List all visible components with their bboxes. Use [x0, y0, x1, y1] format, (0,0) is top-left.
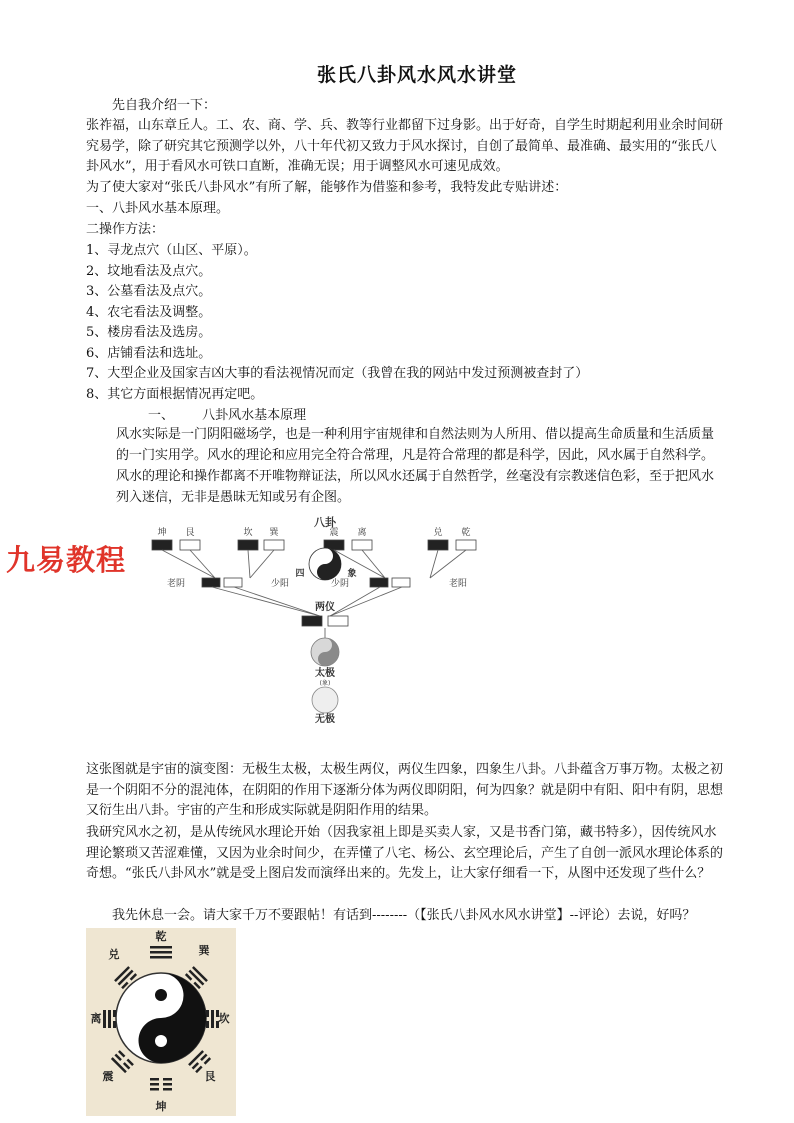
trigram-label: 艮	[185, 528, 195, 538]
bagua-yinyang-image	[86, 928, 236, 1116]
liangyi-label: 两仪	[315, 602, 335, 613]
methods-list	[86, 241, 588, 405]
sixiang-label: 四	[295, 569, 305, 579]
wuji-label: 无极	[315, 714, 335, 725]
bagua-label: 兑	[108, 948, 120, 961]
bagua-label: 乾	[155, 930, 167, 943]
trigram-label: 坎	[243, 528, 253, 538]
list-item: 1、寻龙点穴（山区、平原）。	[86, 243, 257, 258]
intro-line: 先自我介绍一下：	[112, 98, 217, 113]
section-body: 风水实际是一门阴阳磁场学，也是一种利用宇宙规律和自然法则为人所用、借以提高生命质量和生活质量的一门实用学。风水的理论和应用完全符合常理，凡是符合常理的都是科学，因此，风水属于自然科学。风水的理论和操作都离不开唯物辩证法，所以风水还属于自然哲学，丝毫没有宗教迷信色彩，至于把风水列入迷信，无非是愚昧无知或另有企图。	[116, 427, 715, 505]
purpose-paragraph: 为了使大家对“张氏八卦风水”有所了解，能够作为借鉴和参考，我特发此专贴讲述：	[86, 180, 568, 195]
page-title: 张氏八卦风水风水讲堂	[316, 64, 517, 86]
outline-item-2: 二操作方法：	[86, 222, 165, 237]
section-number: 一、	[148, 408, 175, 423]
sixiang-label: 象	[347, 569, 357, 579]
sixiang-name: 少阴	[330, 579, 350, 589]
explain-paragraph-2: 我研究风水之初，是从传统风水理论开始（因我家祖上即是买卖人家，又是书香门第，藏书特多），因传统风水理论繁琐又苦涩难懂，又因为业余时间少，在弄懂了八宅、杨公、玄空理论后，产生了自创一派风水理论体系的奇想。“张氏八卦风水”就是受上图启发而演绎出来的。先发上，让大家仔细看一下，从图中还发现了些什么？	[86, 825, 724, 881]
section-heading	[148, 404, 306, 423]
list-item: 7、大型企业及国家吉凶大事的看法视情况而定（我曾在我的网站中发过预测被查封了）	[86, 366, 589, 381]
trigram-label: 乾	[461, 528, 471, 538]
bagua-label: 坎	[218, 1012, 230, 1025]
sixiang-name: 老阴	[166, 579, 186, 589]
outline-item-1: 一、八卦风水基本原理。	[86, 201, 230, 216]
intro-paragraph: 张祚福，山东章丘人。工、农、商、学、兵、教等行业都留下过身影。出于好奇，自学生时期起利用业余时间研究易学，除了研究其它预测学以外，八十年代初又致力于风水探讨，自创了最简单、最准确、最实用的“张氏八卦风水”，用于看风水可铁口直断，准确无误；用于调整风水可速见成效。	[86, 118, 724, 174]
trigram-label: 巽	[269, 528, 279, 538]
wuji-icon	[312, 687, 338, 713]
bagua-label: 艮	[204, 1070, 216, 1083]
list-item: 2、坟地看法及点穴。	[86, 263, 212, 279]
sixiang-yinyang-icon	[309, 548, 341, 580]
bagua-label: 巽	[198, 944, 210, 957]
trigram-label: 离	[357, 528, 367, 538]
watermark-logo: 九易教程	[6, 543, 127, 577]
sixiang-name: 老阳	[448, 579, 468, 589]
trigram-label: 坤	[157, 528, 167, 538]
cosmic-evolution-diagram	[140, 516, 510, 748]
list-item: 4、农宅看法及调整。	[86, 304, 212, 320]
list-item: 3、公墓看法及点穴。	[86, 284, 212, 299]
trigram-label: 震	[329, 528, 339, 538]
explain-paragraph-1: 这张图就是宇宙的演变图：无极生太极，太极生两仪，两仪生四象，四象生八卦。八卦蕴含万事万物。太极之初是一个阴阳不分的混沌体，在阴阳的作用下逐渐分体为两仪即阴阳，何为四象？就是阴中有阳、阳中有阴，思想又衍生出八卦。宇宙的产生和形成实际就是阴阳作用的结果。	[86, 762, 724, 818]
section-title: 八卦风水基本原理	[202, 408, 307, 423]
taiji-icon	[311, 638, 339, 666]
taiji-caption: (象)	[319, 680, 331, 687]
bagua-title: 八卦	[314, 516, 336, 529]
bagua-label: 震	[102, 1070, 114, 1083]
list-item: 5、楼房看法及选房。	[86, 325, 212, 340]
taiji-label: 太极	[315, 668, 335, 679]
list-item: 8、其它方面根据情况再定吧。	[86, 386, 264, 402]
bagua-label: 坤	[155, 1100, 167, 1113]
trigram-label: 兑	[433, 528, 443, 538]
closing-paragraph: 我先休息一会。请大家千万不要跟帖！有话到--------（【张氏八卦风水风水讲堂】--评论）去说，好吗？	[112, 908, 696, 923]
sixiang-name: 少阳	[270, 579, 290, 589]
list-item: 6、店铺看法和选址。	[86, 345, 212, 361]
bagua-label: 离	[90, 1012, 102, 1025]
